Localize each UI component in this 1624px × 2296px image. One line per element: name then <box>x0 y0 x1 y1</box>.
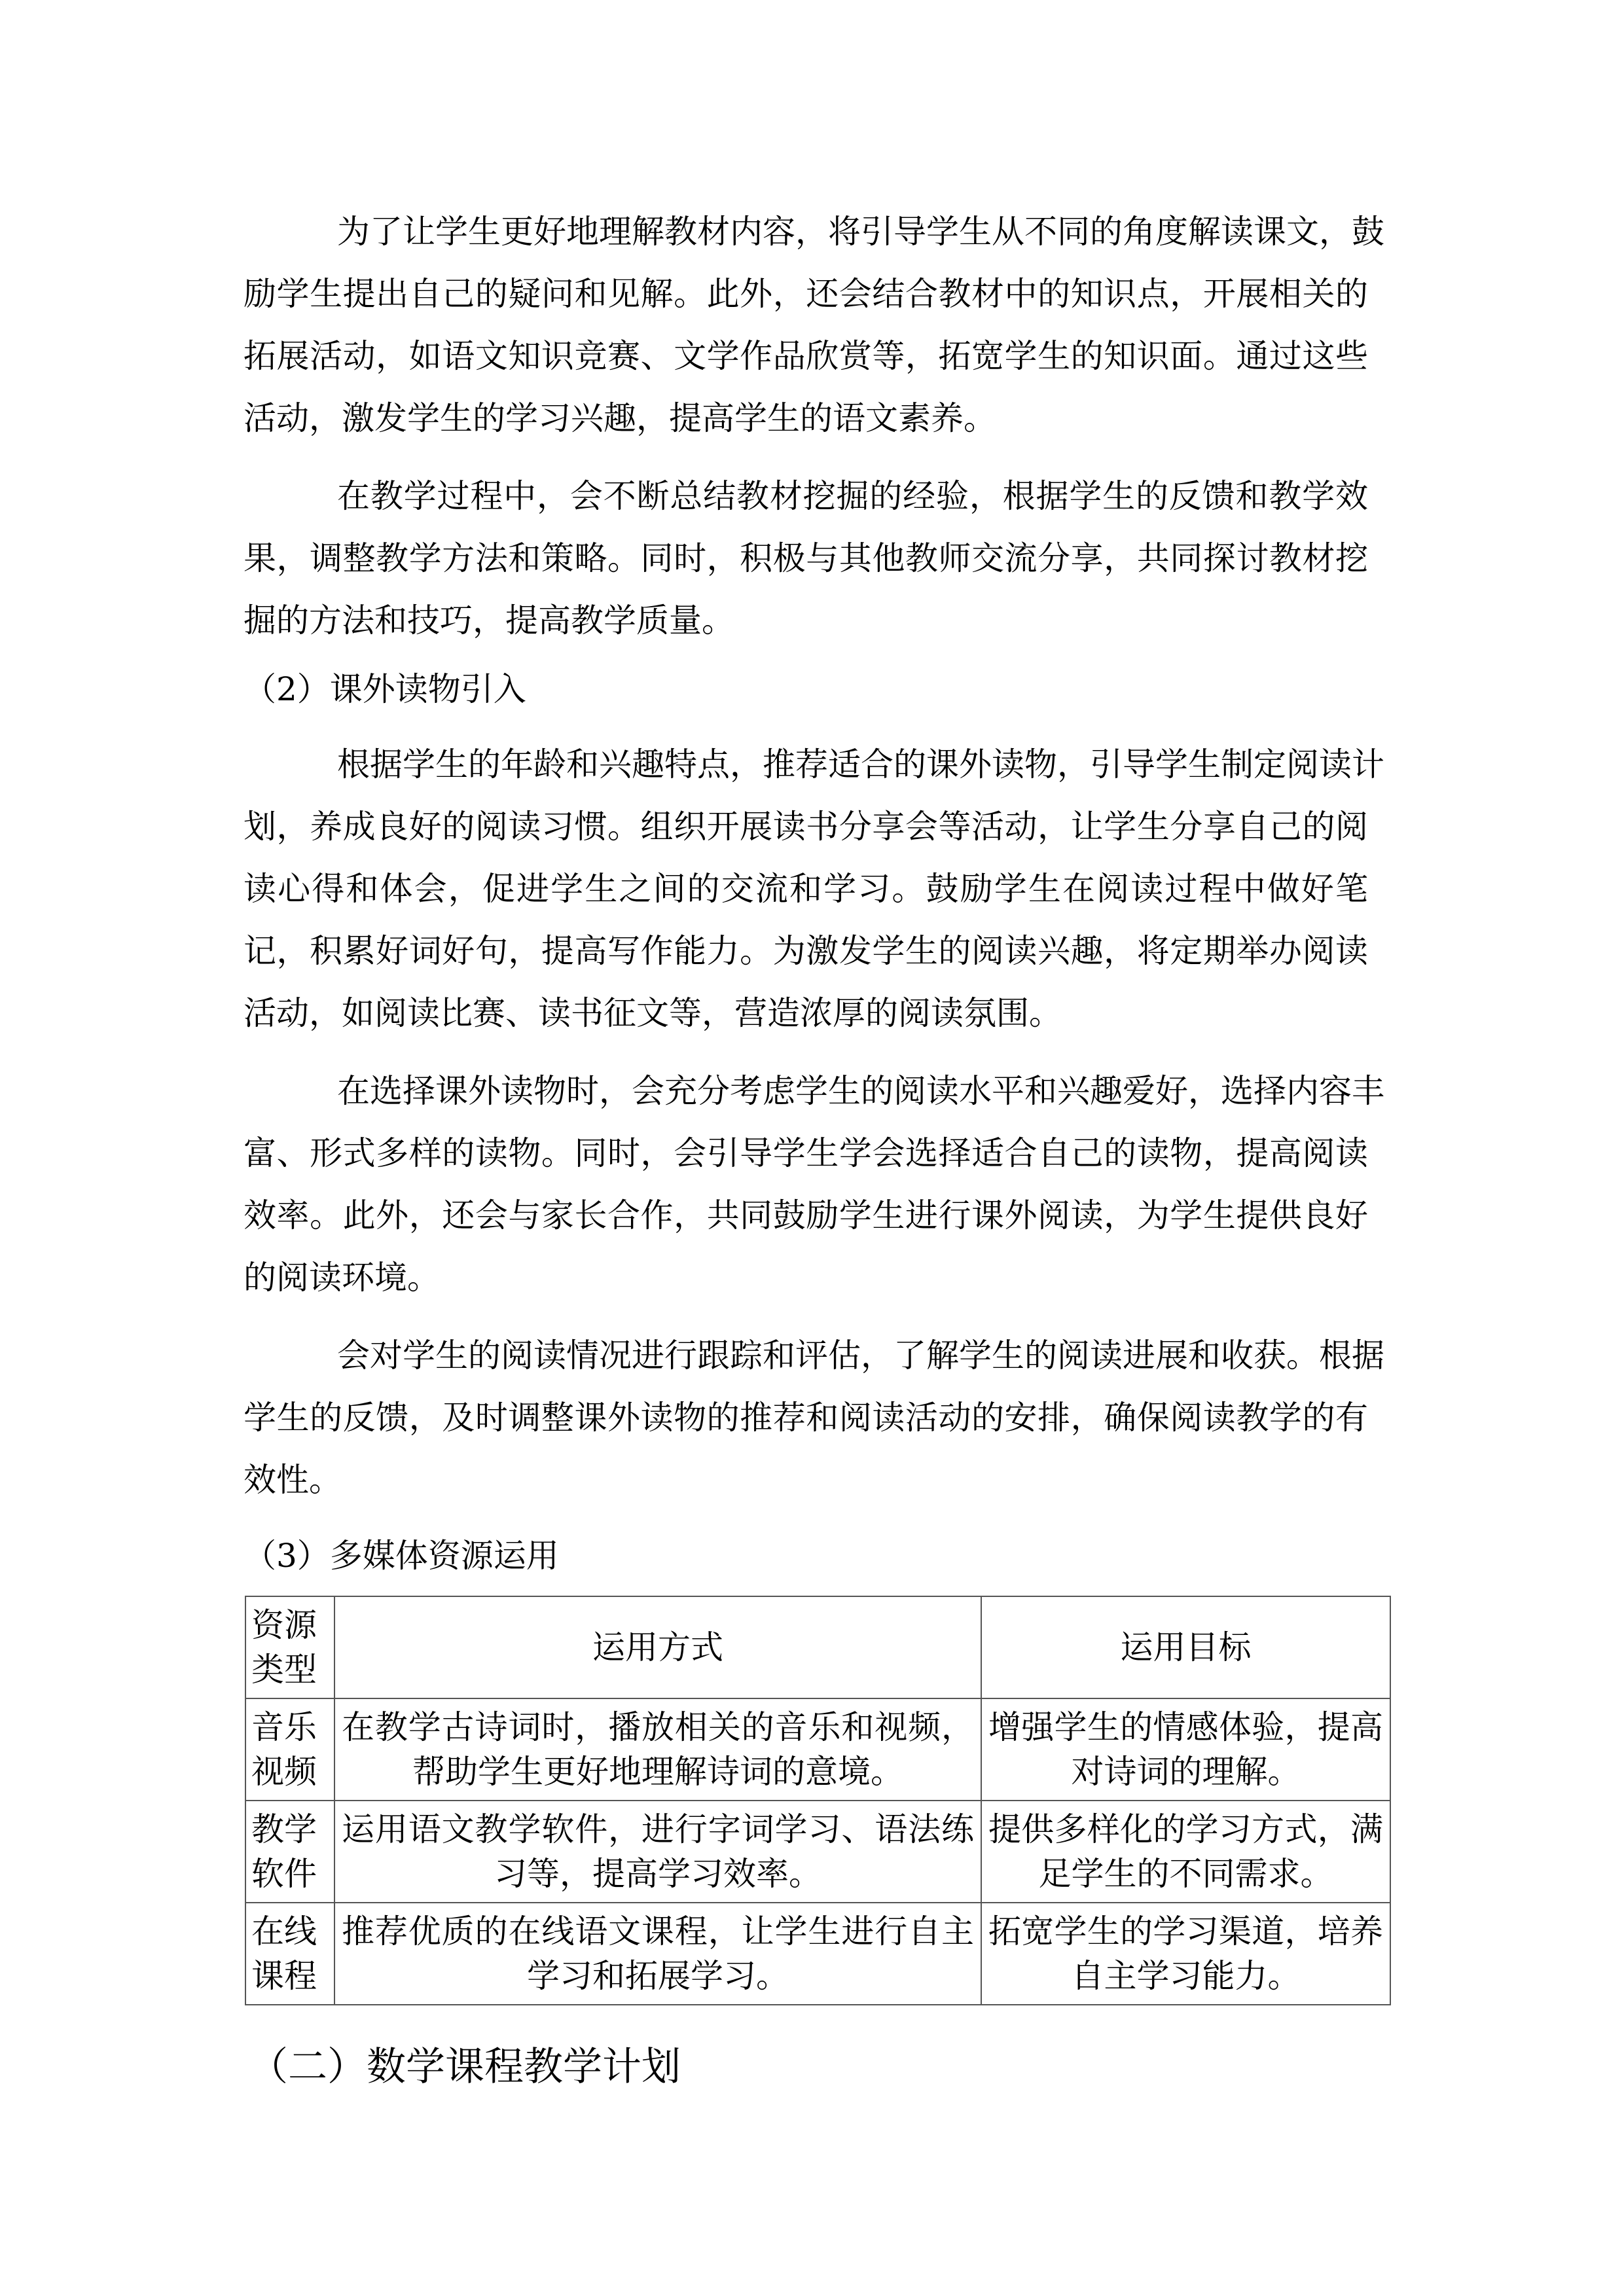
text-line: 果，调整教学方法和策略。同时，积极与其他教师交流分享，共同探讨教材挖 <box>244 539 1368 577</box>
text-line: 效率。此外，还会与家长合作，共同鼓励学生进行课外阅读，为学生提供良好 <box>244 1196 1368 1234</box>
cell-text: 教学 <box>251 1810 317 1848</box>
cell-text: 在教学古诗词时，播放相关的音乐和视频， <box>342 1708 974 1746</box>
cell-text: 在线 <box>251 1912 317 1950</box>
text-line: 效性。 <box>244 1461 342 1499</box>
text-line: 的阅读环境。 <box>244 1259 440 1297</box>
text-line: 记，积累好词好句，提高写作能力。为激发学生的阅读兴趣，将定期举办阅读 <box>244 932 1368 970</box>
table-cell <box>981 1596 1390 1698</box>
cell-text: 运用语文教学软件，进行字词学习、语法练 <box>342 1810 974 1848</box>
subheading-multimedia-resources: （3）多媒体资源运用 <box>244 1537 559 1575</box>
subheading-extracurricular-reading: （2）课外读物引入 <box>244 670 526 708</box>
table-header-row <box>245 1596 1390 1698</box>
text-line: 在选择课外读物时，会充分考虑学生的阅读水平和兴趣爱好，选择内容丰 <box>337 1072 1384 1110</box>
cell-text: 帮助学生更好地理解诗词的意境。 <box>412 1753 903 1791</box>
text-line: 根据学生的年龄和兴趣特点，推荐适合的课外读物，引导学生制定阅读计 <box>337 745 1384 783</box>
table-cell <box>334 1596 981 1698</box>
text-line: 会对学生的阅读情况进行跟踪和评估，了解学生的阅读进展和收获。根据 <box>337 1336 1384 1374</box>
cell-text: 对诗词的理解。 <box>1071 1753 1301 1791</box>
table-cell <box>245 1596 334 1698</box>
cell-text: 资源 <box>251 1606 317 1644</box>
cell-text: 运用目标 <box>1120 1628 1252 1666</box>
cell-text: 音乐 <box>251 1708 317 1746</box>
cell-text: 类型 <box>251 1651 317 1689</box>
table-row <box>245 1801 1390 1903</box>
cell-text: 自主学习能力。 <box>1071 1957 1301 1995</box>
cell-text: 提供多样化的学习方式，满 <box>988 1810 1383 1848</box>
text-line: 励学生提出自己的疑问和见解。此外，还会结合教材中的知识点，开展相关的 <box>244 275 1368 313</box>
paragraph-reading-recommendation <box>244 734 1384 1045</box>
cell-text: 学习和拓展学习。 <box>527 1957 789 1995</box>
text-line: 为了让学生更好地理解教材内容，将引导学生从不同的角度解读课文，鼓 <box>337 213 1384 251</box>
table-cell <box>245 1801 334 1903</box>
cell-text: 习等，提高学习效率。 <box>494 1855 821 1893</box>
table-cell <box>334 1698 981 1801</box>
cell-text: 软件 <box>251 1855 317 1893</box>
table-row <box>245 1698 1390 1801</box>
paragraph-reading-selection <box>244 1060 1384 1309</box>
table-cell <box>245 1903 334 2005</box>
section-heading-math-plan: （二）数学课程教学计划 <box>249 2044 681 2090</box>
table-cell <box>981 1801 1390 1903</box>
cell-text: 拓宽学生的学习渠道，培养 <box>988 1912 1383 1950</box>
text-line: 活动，如阅读比赛、读书征文等，营造浓厚的阅读氛围。 <box>244 994 1062 1032</box>
table-cell <box>981 1698 1390 1801</box>
table-row <box>245 1903 1390 2005</box>
multimedia-resource-table <box>245 1596 1391 2005</box>
paragraph-reading-tracking <box>244 1325 1384 1511</box>
table-cell <box>334 1903 981 2005</box>
text-line: 拓展活动，如语文知识竞赛、文学作品欣赏等，拓宽学生的知识面。通过这些 <box>244 337 1368 375</box>
cell-text: 运用方式 <box>592 1628 723 1666</box>
text-line: 在教学过程中，会不断总结教材挖掘的经验，根据学生的反馈和教学效 <box>337 477 1368 515</box>
text-line: 读心得和体会，促进学生之间的交流和学习。鼓励学生在阅读过程中做好笔 <box>244 870 1368 908</box>
text-line: 掘的方法和技巧，提高教学质量。 <box>244 601 734 639</box>
table-cell <box>981 1903 1390 2005</box>
table-cell <box>245 1698 334 1801</box>
table-cell <box>334 1801 981 1903</box>
paragraph-teaching-summary <box>244 465 1368 652</box>
cell-text: 足学生的不同需求。 <box>1038 1855 1333 1893</box>
paragraph-textbook-interpretation <box>244 201 1384 450</box>
cell-text: 视频 <box>251 1753 317 1791</box>
cell-text: 增强学生的情感体验，提高 <box>988 1708 1383 1746</box>
cell-text: 推荐优质的在线语文课程，让学生进行自主 <box>342 1912 974 1950</box>
text-line: 活动，激发学生的学习兴趣，提高学生的语文素养。 <box>244 399 996 437</box>
cell-text: 课程 <box>251 1957 317 1995</box>
text-line: 学生的反馈，及时调整课外读物的推荐和阅读活动的安排，确保阅读教学的有 <box>244 1399 1368 1437</box>
text-line: 划，养成良好的阅读习惯。组织开展读书分享会等活动，让学生分享自己的阅 <box>244 808 1368 846</box>
text-line: 富、形式多样的读物。同时，会引导学生学会选择适合自己的读物，提高阅读 <box>244 1134 1368 1172</box>
